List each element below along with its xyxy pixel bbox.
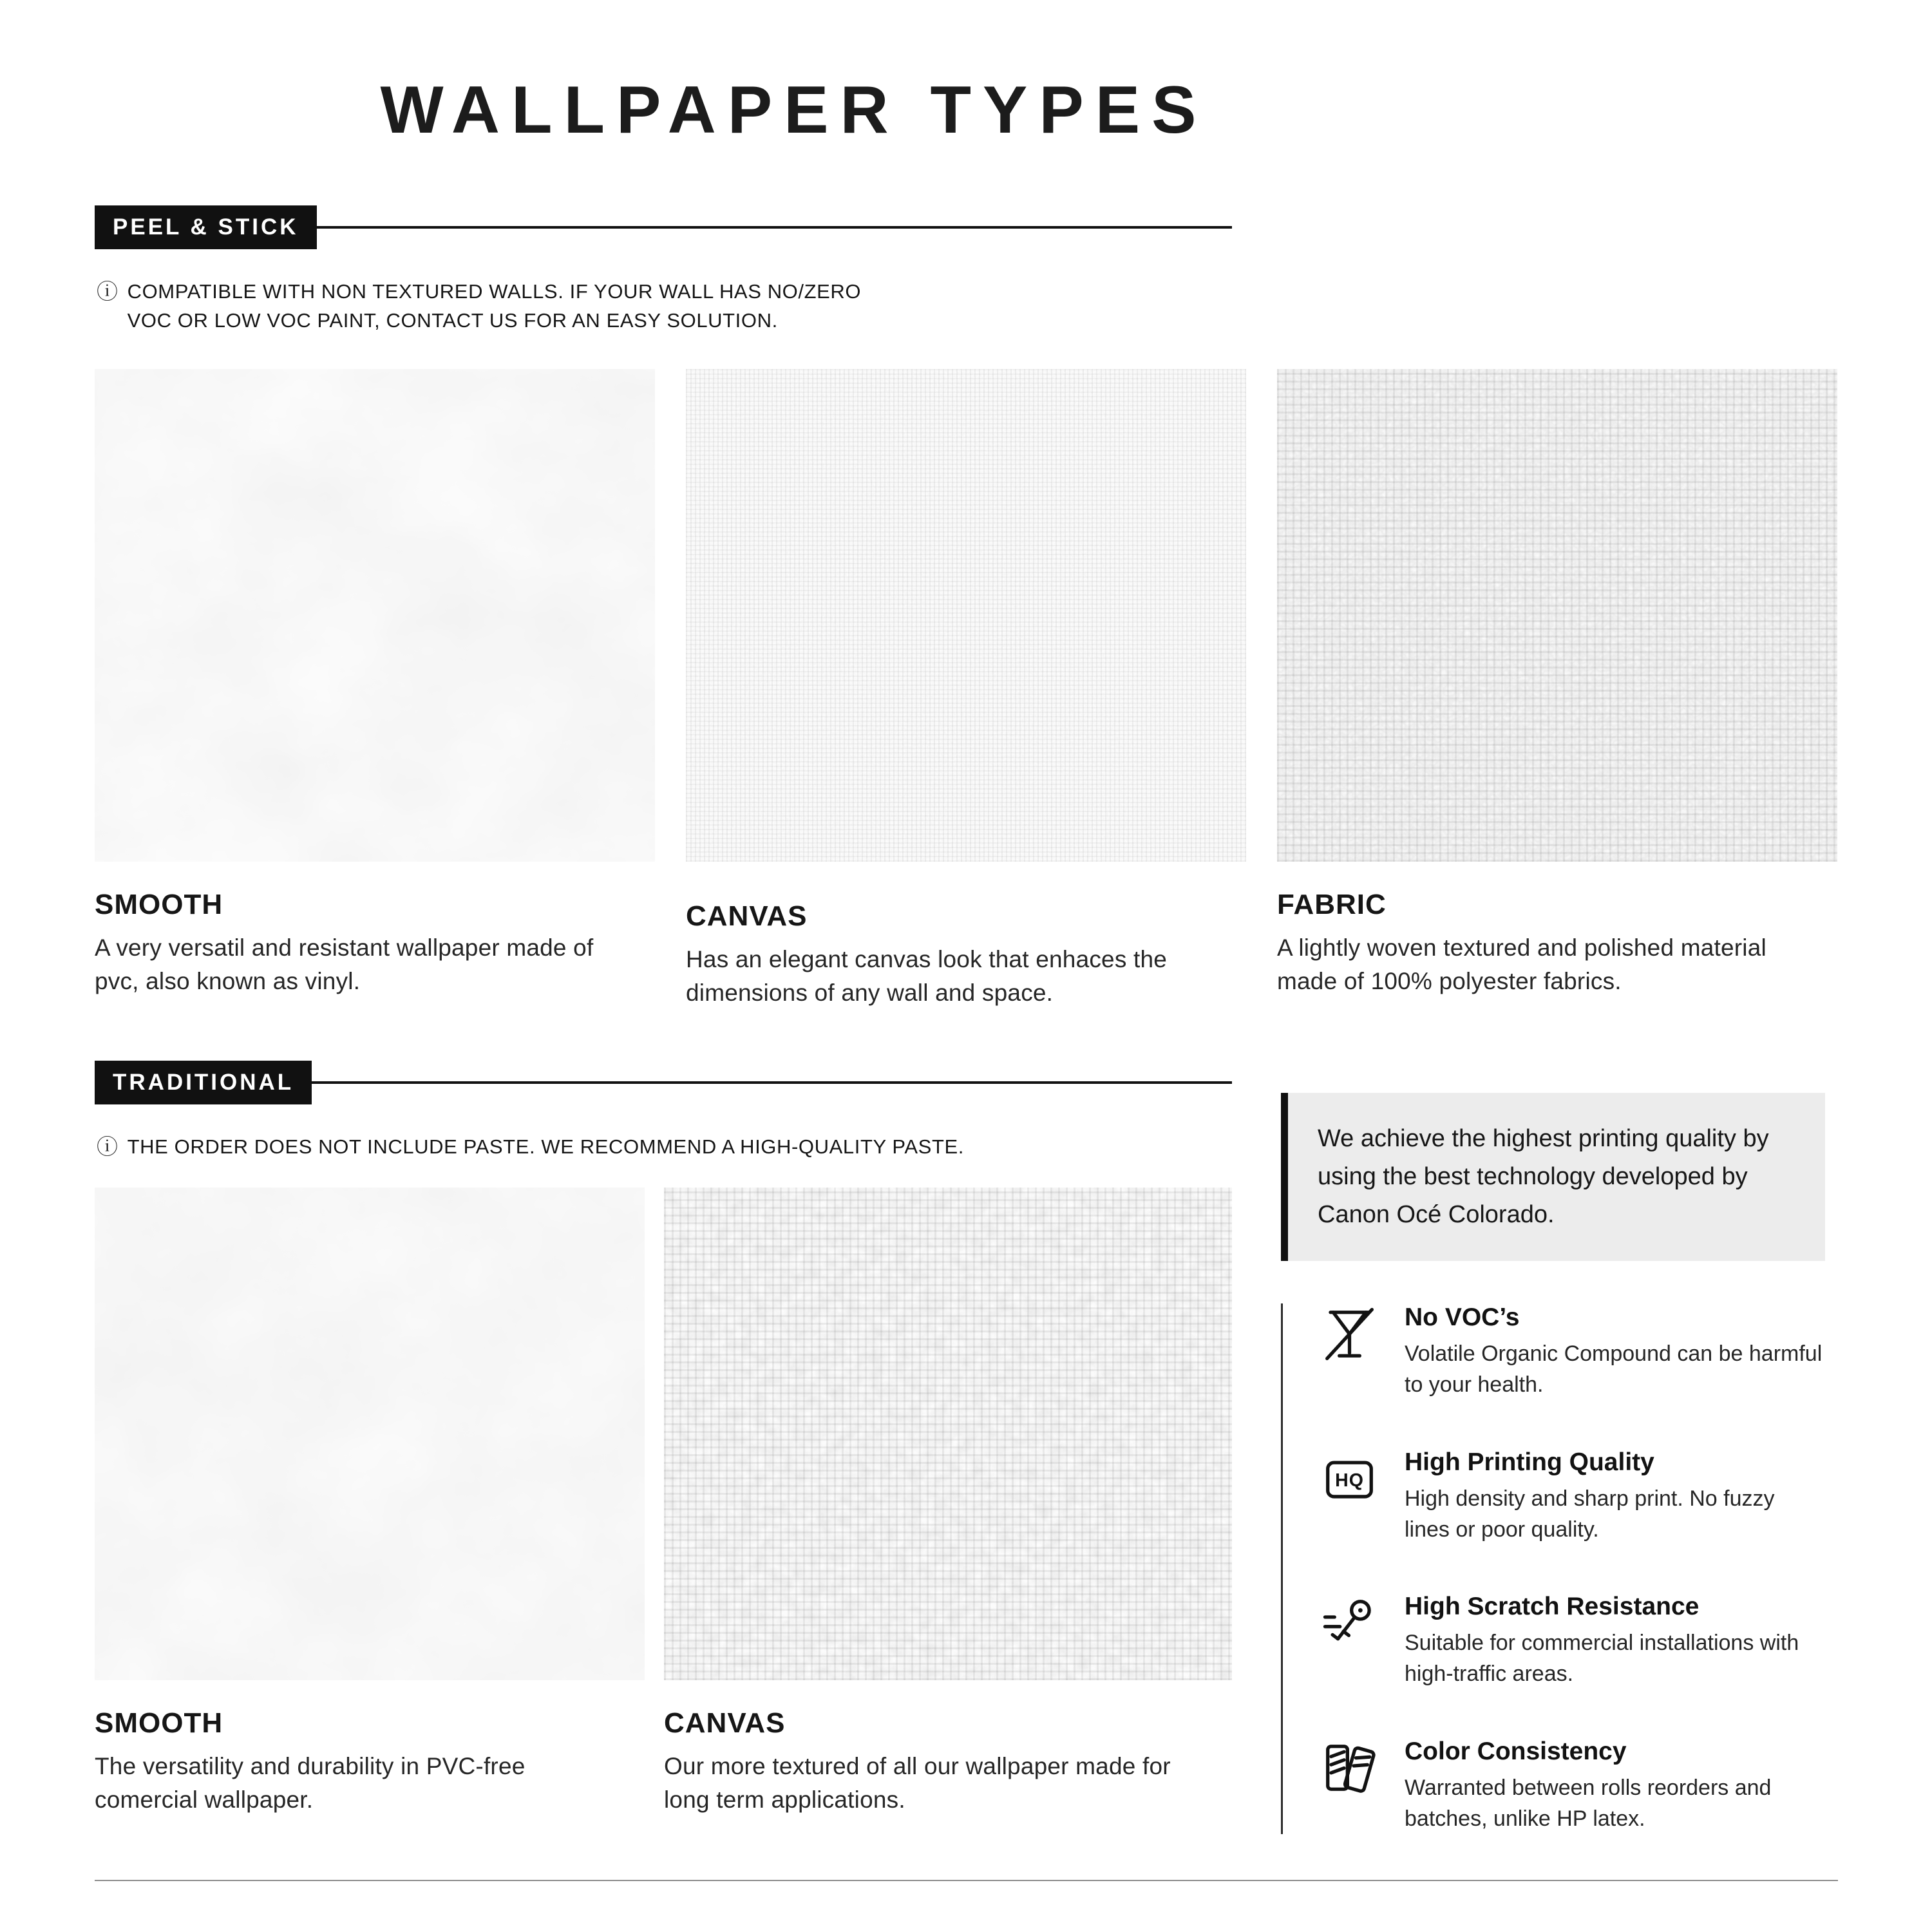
traditional-column: [95, 1061, 1232, 1834]
feature-no-voc: [1319, 1303, 1825, 1401]
feature-title: No VOC’s: [1405, 1303, 1520, 1332]
smooth-texture: [95, 369, 655, 862]
traditional-note: [97, 1133, 1232, 1162]
feature-color-consistency: [1319, 1738, 1825, 1835]
hq-icon: [1319, 1448, 1380, 1510]
footer-rule: [95, 1880, 1838, 1881]
printing-quality-panel: We achieve the highest printing quality by using the best technology developed by Canon Océ Colorado.: [1281, 1093, 1825, 1261]
info-icon: ⓘ: [97, 279, 118, 303]
traditional-canvas-figure: [664, 1188, 1232, 1817]
feature-text: [1405, 1448, 1825, 1546]
swatch-title: FABRIC: [1277, 888, 1387, 920]
feature-text: [1405, 1738, 1825, 1835]
hq-icon-label: HQ: [1335, 1470, 1364, 1491]
traditional-section-header: [95, 1061, 1232, 1104]
swatch-description: A very versatil and resistant wallpaper made of pvc, also known as vinyl.: [95, 934, 594, 994]
feature-title: Color Consistency: [1405, 1737, 1627, 1765]
peel-stick-rule: [317, 226, 1232, 229]
swatch-title: SMOOTH: [95, 1707, 223, 1739]
coarse-weave-overlay: [664, 1188, 1232, 1680]
traditional-swatch-row: [95, 1188, 1232, 1817]
peel-fabric-swatch: [1277, 369, 1837, 862]
traditional-label: TRADITIONAL: [95, 1061, 312, 1104]
traditional-smooth-figure: [95, 1188, 645, 1817]
swatch-description: Has an elegant canvas look that enhaces the dimensions of any wall and space.: [686, 945, 1168, 1006]
peel-stick-note: [97, 278, 1932, 336]
feature-text: [1405, 1303, 1825, 1401]
traditional-note-text: THE ORDER DOES NOT INCLUDE PASTE. WE RECOMMEND A HIGH-QUALITY PASTE.: [127, 1135, 964, 1159]
swatch-description: Our more textured of all our wallpaper made for long term applications.: [664, 1753, 1171, 1814]
info-icon: ⓘ: [97, 1135, 118, 1159]
coarse-weave-overlay: [1277, 369, 1837, 862]
feature-text: [1405, 1593, 1825, 1690]
feature-description: Suitable for commercial installations with high-traffic areas.: [1405, 1631, 1799, 1687]
fine-weave-overlay: [686, 369, 1246, 862]
color-consistency-icon: [1319, 1738, 1380, 1799]
traditional-area: [95, 1061, 1932, 1834]
peel-stick-label: PEEL & STICK: [95, 205, 317, 249]
feature-list: [1281, 1303, 1825, 1834]
traditional-canvas-swatch: [664, 1188, 1232, 1680]
page-title: WALLPAPER TYPES: [380, 73, 1208, 147]
swatch-description: A lightly woven textured and polished material made of 100% polyester fabrics.: [1277, 934, 1766, 994]
traditional-smooth-swatch: [95, 1188, 645, 1680]
feature-scratch-resistance: [1319, 1593, 1825, 1690]
quality-column: [1281, 1061, 1825, 1834]
swatch-title: SMOOTH: [95, 888, 223, 920]
no-voc-icon: [1319, 1303, 1380, 1365]
feature-title: High Scratch Resistance: [1405, 1593, 1700, 1621]
feature-title: High Printing Quality: [1405, 1448, 1654, 1476]
swatch-description: The versatility and durability in PVC-free comercial wallpaper.: [95, 1753, 526, 1814]
swatch-title: CANVAS: [686, 900, 808, 932]
smooth-texture: [95, 1188, 645, 1680]
feature-description: Warranted between rolls reorders and batches, unlike HP latex.: [1405, 1775, 1772, 1831]
peel-canvas-figure: [686, 369, 1246, 1010]
feature-high-printing-quality: [1319, 1448, 1825, 1546]
feature-description: High density and sharp print. No fuzzy lines or poor quality.: [1405, 1486, 1775, 1542]
peel-smooth-swatch: [95, 369, 655, 862]
peel-stick-note-text: COMPATIBLE WITH NON TEXTURED WALLS. IF YOUR WALL HAS NO/ZERO VOC OR LOW VOC PAINT, CONTACT US FOR AN EASY SOLUTION.: [127, 280, 862, 332]
peel-fabric-figure: [1277, 369, 1837, 1010]
traditional-rule: [312, 1081, 1232, 1084]
scratch-resistance-icon: [1319, 1593, 1380, 1654]
peel-canvas-swatch: [686, 369, 1246, 862]
feature-description: Volatile Organic Compound can be harmful to your health.: [1405, 1341, 1823, 1397]
peel-stick-swatch-row: [95, 369, 1837, 1010]
swatch-title: CANVAS: [664, 1707, 786, 1739]
peel-stick-section-header: [95, 205, 1232, 249]
peel-smooth-figure: [95, 369, 655, 1010]
